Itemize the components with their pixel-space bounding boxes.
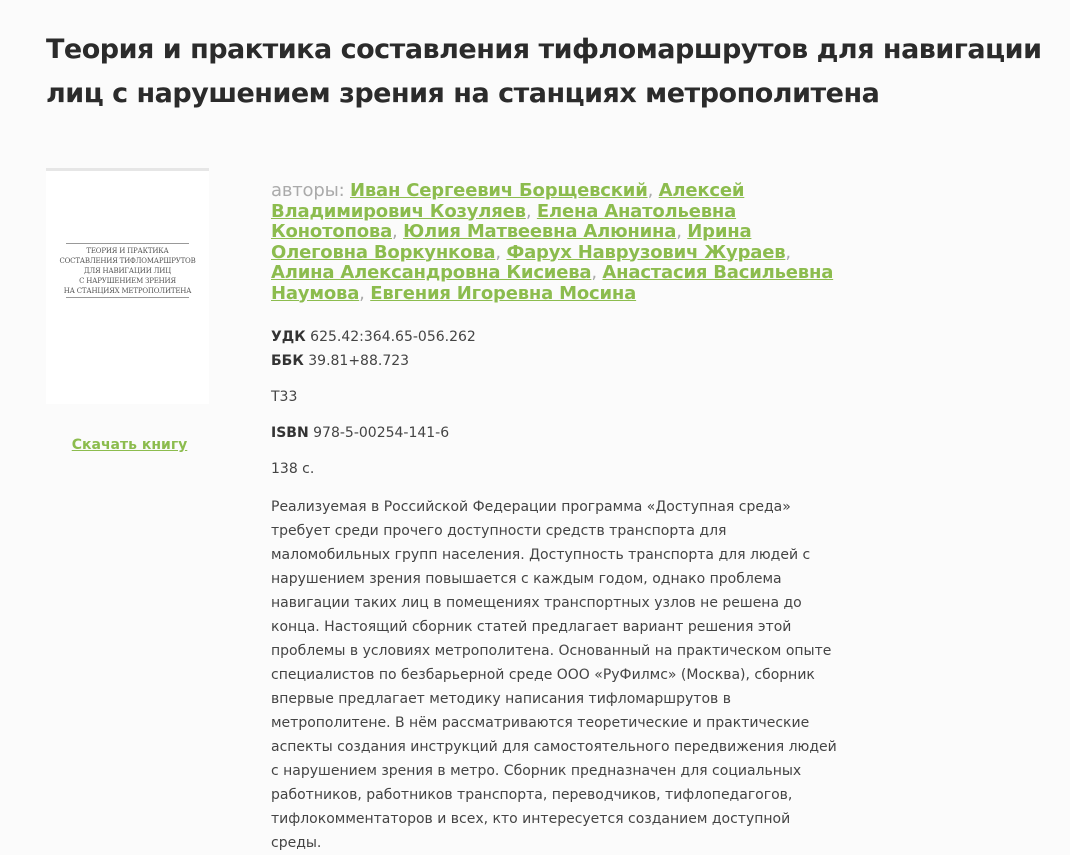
book-abstract: Реализуемая в Российской Федерации программа «Доступная среда» требует среди прочего доступности средств транспорта для маломобильных групп населения. Доступность транспорта для людей с нарушением зрения повышается с каждым годом, однако проблема навигации таких лиц в помещениях транспортных узлов не решена до конца. Настоящий сборник статей предлагает вариант решения этой проблемы в условиях метрополитена. Основанный на практическом опыте специалистов по безбарьерной среде ООО «РуФилмс» (Москва), сборник впервые предлагает методику написания тифломаршрутов в метрополитене. В нём рассматриваются теоретические и практические аспекты создания инструкций для самостоятельного передвижения людей с нарушением зрения в метро. Сборник предназначен для социальных работников, работников транспорта, переводчиков, тифлопедагогов, тифлокомментаторов и всех, кто интересуется созданием доступной среды.: [271, 499, 837, 851]
udk-value: 625.42:364.65-056.262: [310, 329, 476, 345]
cover-line: С НАРУШЕНИЕМ ЗРЕНИЯ: [79, 277, 176, 285]
cover-rule-bottom: [66, 297, 189, 298]
bbk-label: ББК: [271, 353, 304, 369]
author-link[interactable]: Анастасия Васильевна Наумова: [271, 262, 834, 304]
book-cover-image[interactable]: [46, 168, 209, 404]
author-link[interactable]: Алина Александровна Кисиева: [271, 262, 592, 283]
udk-row: [271, 327, 851, 347]
isbn-value: 978-5-00254-141-6: [313, 425, 450, 441]
author-link[interactable]: Алексей Владимирович Козуляев: [271, 180, 745, 222]
author-link[interactable]: Евгения Игоревна Мосина: [370, 282, 637, 304]
cover-line: НА СТАНЦИЯХ МЕТРОПОЛИТЕНА: [63, 287, 192, 295]
udk-label: УДК: [271, 329, 306, 345]
author-link[interactable]: Юлия Матвеевна Алюнина: [403, 221, 677, 242]
book-info: [271, 181, 851, 855]
cover-line: СОСТАВЛЕНИЯ ТИФЛОМАРШРУТОВ: [59, 257, 196, 265]
isbn-row: [271, 423, 851, 443]
bbk-value: 39.81+88.723: [308, 353, 410, 369]
cover-rule-top: [66, 243, 189, 244]
cover-line: ДЛЯ НАВИГАЦИИ ЛИЦ: [83, 267, 172, 275]
cover-column: [46, 168, 211, 453]
author-link[interactable]: Ирина Олеговна Воркункова: [271, 221, 752, 263]
author-link[interactable]: Фарух Наврузович Жураев: [506, 241, 786, 263]
page-title: Теория и практика составления тифломаршрутов для навигации лиц с нарушением зрения на станциях метрополитена: [46, 34, 1042, 109]
page-count: 138 с.: [271, 461, 315, 477]
cover-line: ТЕОРИЯ И ПРАКТИКА: [86, 247, 169, 255]
download-book-link[interactable]: Скачать книгу: [71, 437, 188, 453]
author-link[interactable]: Иван Сергеевич Борщевский: [349, 180, 648, 201]
author-link[interactable]: Елена Анатольевна Конотопова: [271, 200, 737, 242]
authors-list: авторы: Иван Сергеевич Борщевский, Алексей Владимирович Козуляев, Елена Анатольевна Конотопова, Юлия Матвеевна Алюнина, Ирина Олеговна Воркункова, Фарух Наврузович Жураев, Алина Александровна Кисиева, Анастасия Васильевна Наумова, Евгения Игоревна Мосина: [271, 180, 834, 304]
cover-title: [46, 246, 209, 296]
isbn-label: ISBN: [271, 425, 309, 441]
bbk-row: [271, 351, 851, 371]
author-code: Т33: [271, 389, 298, 405]
authors-label: авторы:: [271, 180, 350, 201]
